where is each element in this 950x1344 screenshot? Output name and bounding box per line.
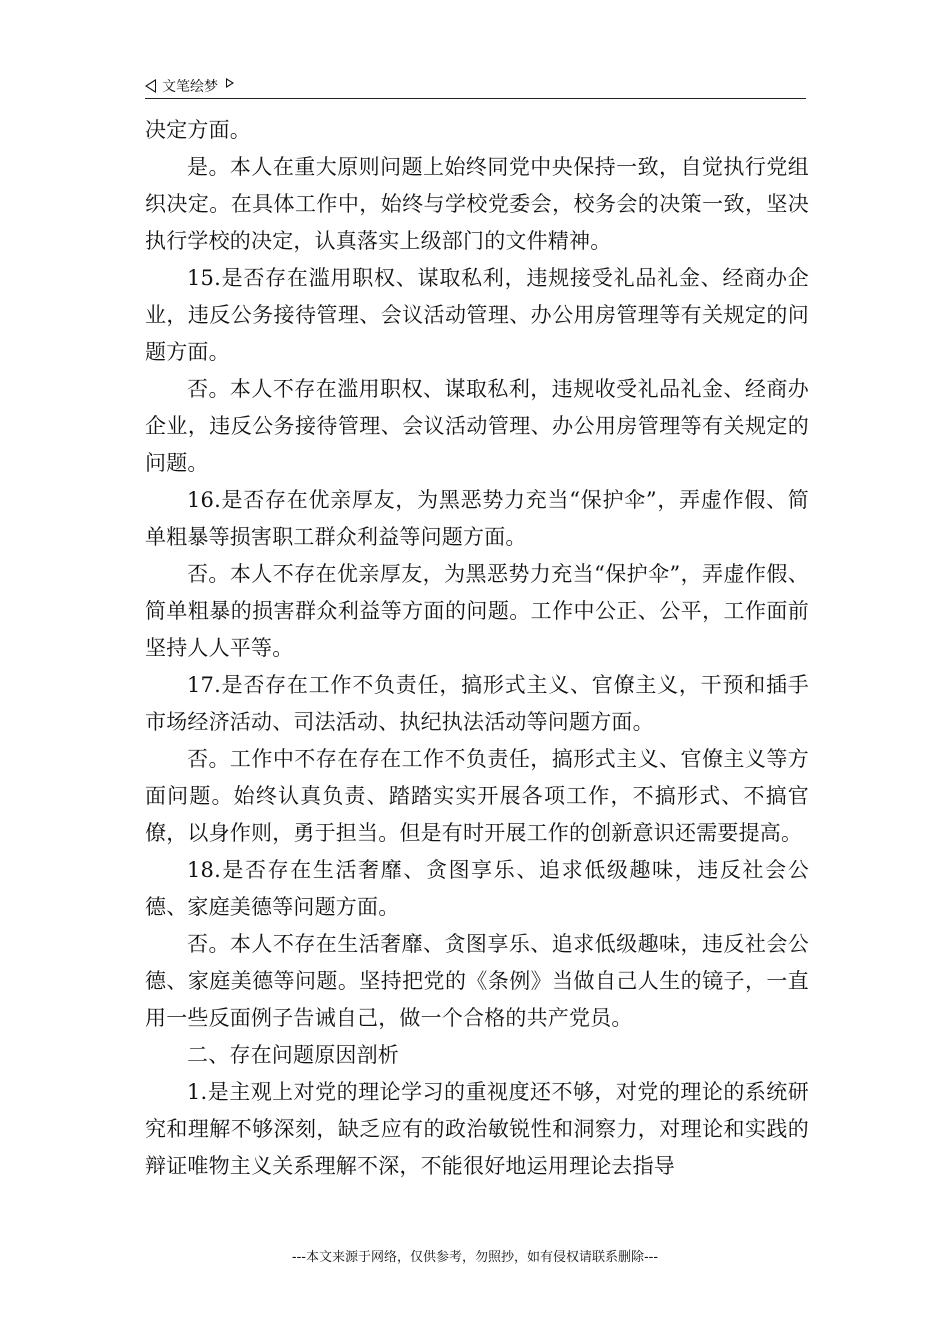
header-brand [145,76,234,96]
paragraph: 否。本人不存在滥用职权、谋取私利，违规收受礼品礼金、经商办企业，违反公务接待管理、会议活动管理、办公用房管理等有关规定的问题。 [145,377,809,475]
paragraph: 16.是否存在优亲厚友，为黑恶势力充当“保护伞”，弄虚作假、简单粗暴等损害职工群众利益等问题方面。 [145,488,809,549]
paragraph: 是。本人在重大原则问题上始终同党中央保持一致，自觉执行党组织决定。在具体工作中，始终与学校党委会，校务会的决策一致，坚决执行学校的决定，认真落实上级部门的文件精神。 [145,155,809,253]
paragraph: 否。工作中不存在存在工作不负责任，搞形式主义、官僚主义等方面问题。始终认真负责、踏踏实实开展各项工作，不搞形式、不搞官僚，以身作则，勇于担当。但是有时开展工作的创新意识还需要提高。 [145,747,809,845]
paragraph: 否。本人不存在生活奢靡、贪图享乐、追求低级趣味，违反社会公德、家庭美德等问题。坚持把党的《条例》当做自己人生的镜子，一直用一些反面例子告诫自己，做一个合格的共产党员。 [145,932,809,1030]
paragraph: 17.是否存在工作不负责任，搞形式主义、官僚主义，干预和插手市场经济活动、司法活动、执纪执法活动等问题方面。 [145,673,809,734]
right-triangle-icon [226,78,234,88]
left-triangle-icon [145,79,156,93]
paragraph: 1.是主观上对党的理论学习的重视度还不够，对党的理论的系统研究和理解不够深刻，缺乏应有的政治敏锐性和洞察力，对理论和实践的辩证唯物主义关系理解不深，不能很好地运用理论去指导 [145,1080,809,1178]
paragraph: 18.是否存在生活奢靡、贪图享乐、追求低级趣味，违反社会公德、家庭美德等问题方面。 [145,858,809,919]
page-footer: ---本文来源于网络，仅供参考，勿照抄，如有侵权请联系删除--- [291,1250,659,1265]
header-title: 文笔绘梦 [162,79,218,95]
paragraph: 15.是否存在滥用职权、谋取私利，违规接受礼品礼金、经商办企业，违反公务接待管理、会议活动管理、办公用房管理等有关规定的问题方面。 [145,266,809,364]
page-header [145,70,806,99]
section-heading: 二、存在问题原因剖析 [187,1043,399,1067]
paragraph: 否。本人不存在优亲厚友，为黑恶势力充当“保护伞”，弄虚作假、简单粗暴的损害群众利益等方面的问题。工作中公正、公平，工作面前坚持人人平等。 [145,562,809,660]
paragraph: 决定方面。 [145,118,251,142]
document-body [145,112,809,1185]
